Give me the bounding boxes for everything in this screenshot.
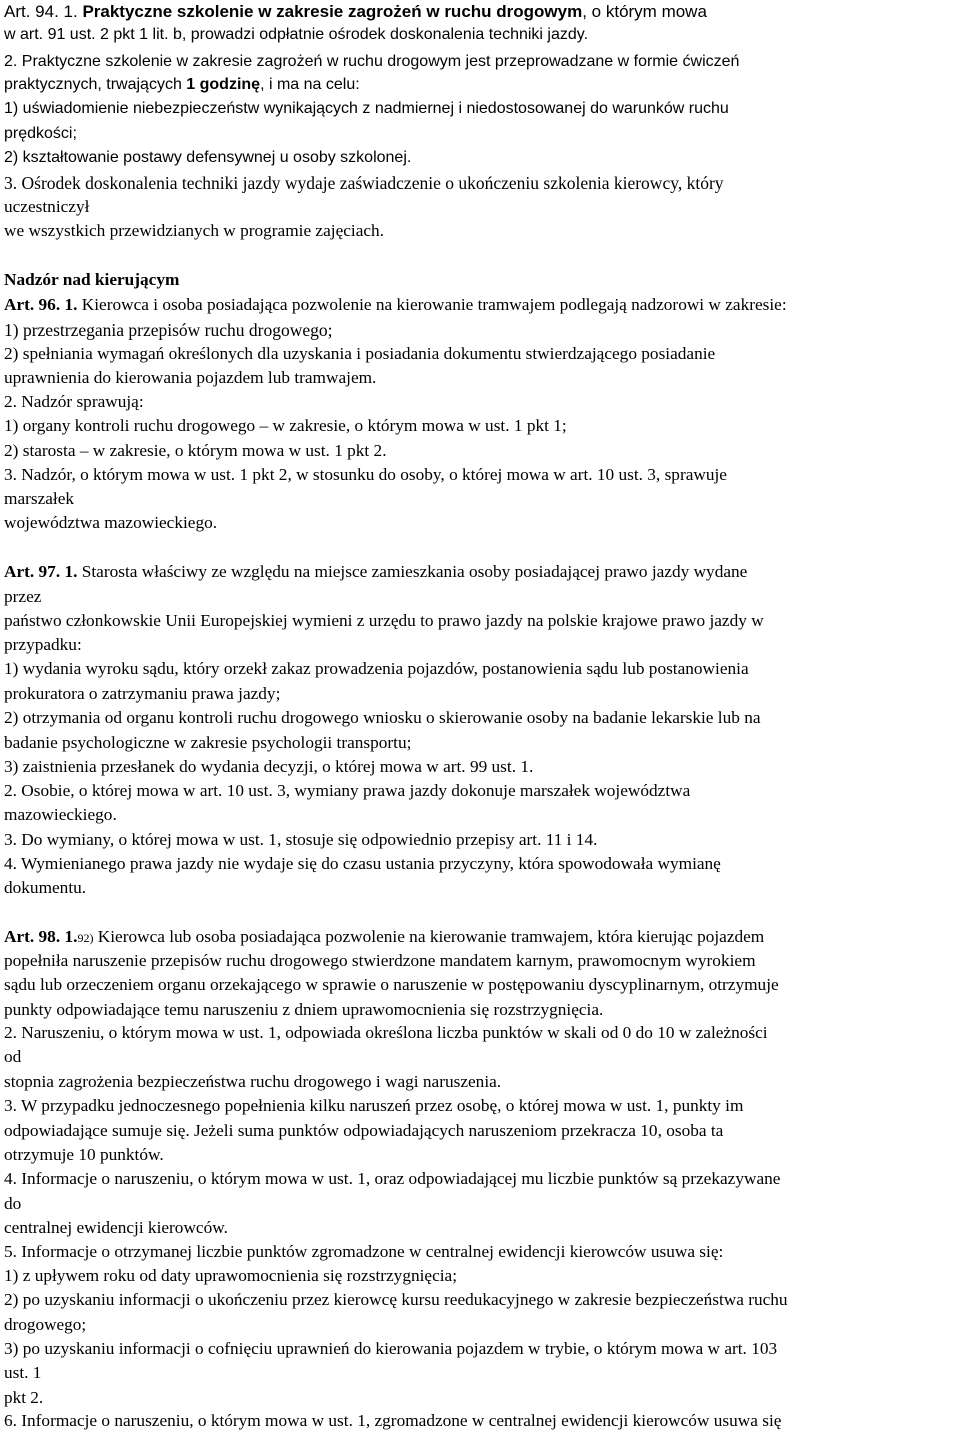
text-run: 2. Naruszeniu, o którym mowa w ust. 1, odpowiada określona liczba punktów w skali od 0 do 10 w zależności [4,1023,768,1042]
text-line [4,854,721,878]
text-line [4,708,761,732]
text-line [4,368,376,392]
text-run: praktycznych, trwających [4,76,187,93]
text-line [4,659,749,683]
text-run: 5. Informacje o otrzymanej liczbie punktów zgromadzone w centralnej ewidencji kierowców usuwa się: [4,1242,724,1261]
bold-text: Praktyczne szkolenie w zakresie zagrożeń w ruchu drogowym [82,2,583,21]
text-line [4,25,588,49]
text-run: popełniła naruszenie przepisów ruchu drogowego stwierdzone mandatem karnym, prawomocnym wyrokiem [4,951,756,970]
text-run: w art. 91 ust. 2 pkt 1 lit. b, prowadzi odpłatnie ośrodek doskonalenia techniki jazdy. [4,26,589,43]
text-line [4,99,729,123]
text-run: 3. Do wymiany, o której mowa w ust. 1, stosuje się odpowiednio przepisy art. 11 i 14. [4,830,598,849]
text-line [4,1194,21,1218]
text-line [4,2,707,26]
text-run: 2) spełniania wymagań określonych dla uzyskania i posiadania dokumentu stwierdzającego posiadanie [4,344,716,363]
text-line [4,587,41,611]
text-run: Starosta właściwy ze względu na miejsce zamieszkania osoby posiadającej prawo jazdy wydane [77,562,748,581]
text-line [4,441,387,465]
text-line [4,1047,21,1071]
text-run: uczestniczył [4,197,90,216]
text-line [4,733,411,757]
text-run: przez [4,587,42,606]
text-run: państwo członkowskie Unii Europejskiej wymieni z urzędu to prawo jazdy na polskie krajowe prawo jazdy w [4,611,764,630]
text-line [4,562,747,586]
text-run: , i ma na celu: [260,76,360,93]
text-run: województwa mazowieckiego. [4,513,218,532]
text-line [4,635,82,659]
text-run: mazowieckiego. [4,805,117,824]
text-run: 6. Informacje o naruszeniu, o którym mowa w ust. 1, zgromadzone w centralnej ewidencji kierowców usuwa się [4,1411,782,1430]
text-run: drogowego; [4,1315,87,1334]
text-run: 2) kształtowanie postawy defensywnej u osoby szkolonej. [4,149,412,166]
text-run: 2. Praktyczne szkolenie w zakresie zagrożeń w ruchu drogowym jest przeprowadzane w formie ćwiczeń [4,53,740,70]
text-run: ust. 1 [4,1363,42,1382]
text-line [4,684,280,708]
text-run: do [4,1194,22,1213]
text-run: Art. 94. 1. [4,2,83,21]
text-line [4,75,360,99]
text-line [4,1266,457,1290]
text-line [4,975,779,999]
text-run: punkty odpowiadające temu naruszeniu z dniem uprawomocnienia się rozstrzygnięcia. [4,1000,604,1019]
text-run: sądu lub orzeczeniem organu orzekającego w sprawie o naruszenie w postępowaniu dyscyplinarnym, otrzymuje [4,975,779,994]
bold-text: Art. 97. 1. [4,562,78,581]
text-line [4,197,89,221]
text-run: 92) [77,931,94,945]
text-run: 2. Osobie, o której mowa w art. 10 ust. 3, wymiany prawa jazdy dokonuje marszałek województwa [4,781,691,800]
text-line [4,1000,603,1024]
text-line [4,1388,43,1412]
text-run: 2) otrzymania od organu kontroli ruchu drogowego wniosku o skierowanie osoby na badanie lekarskie lub na [4,708,761,727]
text-line [4,1096,743,1120]
text-line [4,320,332,344]
text-line [4,392,144,416]
text-line [4,1242,723,1266]
text-run: marszałek [4,489,75,508]
text-line [4,295,787,319]
text-run: 2. Nadzór sprawują: [4,392,144,411]
text-line [4,1315,86,1339]
text-run: uprawnienia do kierowania pojazdem lub tramwajem. [4,368,377,387]
text-run: 2) po uzyskaniu informacji o ukończeniu przez kierowcę kursu reedukacyjnego w zakresie bezpieczeństwa ruchu [4,1290,788,1309]
text-run: 3) zaistnienia przesłanek do wydania decyzji, o której mowa w art. 99 ust. 1. [4,757,534,776]
text-line [4,513,217,537]
text-line [4,1121,723,1145]
text-line [4,344,715,368]
text-line [4,221,384,245]
text-run: pkt 2. [4,1388,44,1407]
text-run: , o którym mowa [582,2,707,21]
text-run: przypadku: [4,635,82,654]
bold-text: 1 godzinę [186,76,261,93]
text-line [4,1411,781,1435]
text-line [4,927,764,951]
text-run: odpowiadające sumuje się. Jeżeli suma punktów odpowiadających naruszeniom przekracza 10, osoba ta [4,1121,724,1140]
text-run: otrzymuje 10 punktów. [4,1145,164,1164]
text-line [4,489,74,513]
text-run: 1) z upływem roku od daty uprawomocnienia się rozstrzygnięcia; [4,1266,458,1285]
text-run: 3. W przypadku jednoczesnego popełnienia kilku naruszeń przez osobę, o której mowa w ust. 1, punkty im [4,1096,744,1115]
text-run: prokuratora o zatrzymaniu prawa jazdy; [4,684,281,703]
text-run: 1) organy kontroli ruchu drogowego – w zakresie, o którym mowa w ust. 1 pkt 1; [4,416,567,435]
bold-text: Art. 98. 1. [4,927,78,946]
text-line [4,1072,501,1096]
text-run: 4. Wymienianego prawa jazdy nie wydaje się do czasu ustania przyczyny, która spowodowała wymianę [4,854,721,873]
text-line [4,148,411,172]
text-line [4,1363,41,1387]
text-line [4,416,567,440]
text-run: 1) uświadomienie niebezpieczeństw wynikających z nadmiernej i niedostosowanej do warunków ruchu [4,100,729,117]
text-run: 2) starosta – w zakresie, o którym mowa w ust. 1 pkt 2. [4,441,387,460]
text-run: 3. Ośrodek doskonalenia techniki jazdy wydaje zaświadczenie o ukończeniu szkolenia kierowcy, który [4,173,724,193]
text-run: 1) przestrzegania przepisów ruchu drogowego; [4,320,333,340]
text-line [4,1218,228,1242]
text-line [4,173,724,197]
text-line [4,1339,777,1363]
text-run: prędkości; [4,125,77,142]
text-run: stopnia zagrożenia bezpieczeństwa ruchu drogowego i wagi naruszenia. [4,1072,502,1091]
text-run: 3) po uzyskaniu informacji o cofnięciu uprawnień do kierowania pojazdem w trybie, o którym mowa w art. 103 [4,1339,778,1358]
text-line [4,830,597,854]
text-line [4,124,77,148]
text-run: Kierowca i osoba posiadająca pozwolenie na kierowanie tramwajem podlegają nadzorowi w zakresie: [77,295,787,314]
text-line [4,805,117,829]
text-line [4,465,727,489]
text-line [4,757,533,781]
text-run: we wszystkich przewidzianych w programie zajęciach. [4,221,385,240]
text-line [4,951,756,975]
text-run: centralnej ewidencji kierowców. [4,1218,228,1237]
bold-text: Nadzór nad kierującym [4,270,180,289]
text-line [4,270,179,294]
text-line [4,1290,788,1314]
text-line [4,1145,164,1169]
text-line [4,52,739,76]
text-run: Kierowca lub osoba posiadająca pozwolenie na kierowanie tramwajem, która kierując pojazdem [93,927,765,946]
text-run: dokumentu. [4,878,87,897]
text-run: 1) wydania wyroku sądu, który orzekł zakaz prowadzenia pojazdów, postanowienia sądu lub postanowienia [4,659,749,678]
text-line [4,1169,780,1193]
text-line [4,1023,768,1047]
text-line [4,781,690,805]
text-run: 4. Informacje o naruszeniu, o którym mowa w ust. 1, oraz odpowiadającej mu liczbie punktów są przekazywane [4,1169,781,1188]
text-run: badanie psychologiczne w zakresie psychologii transportu; [4,733,412,752]
text-run: 3. Nadzór, o którym mowa w ust. 1 pkt 2, w stosunku do osoby, o której mowa w art. 10 ust. 3, sprawuje [4,465,727,484]
text-line [4,878,86,902]
text-run: od [4,1047,22,1066]
bold-text: Art. 96. 1. [4,295,78,314]
text-line [4,611,764,635]
